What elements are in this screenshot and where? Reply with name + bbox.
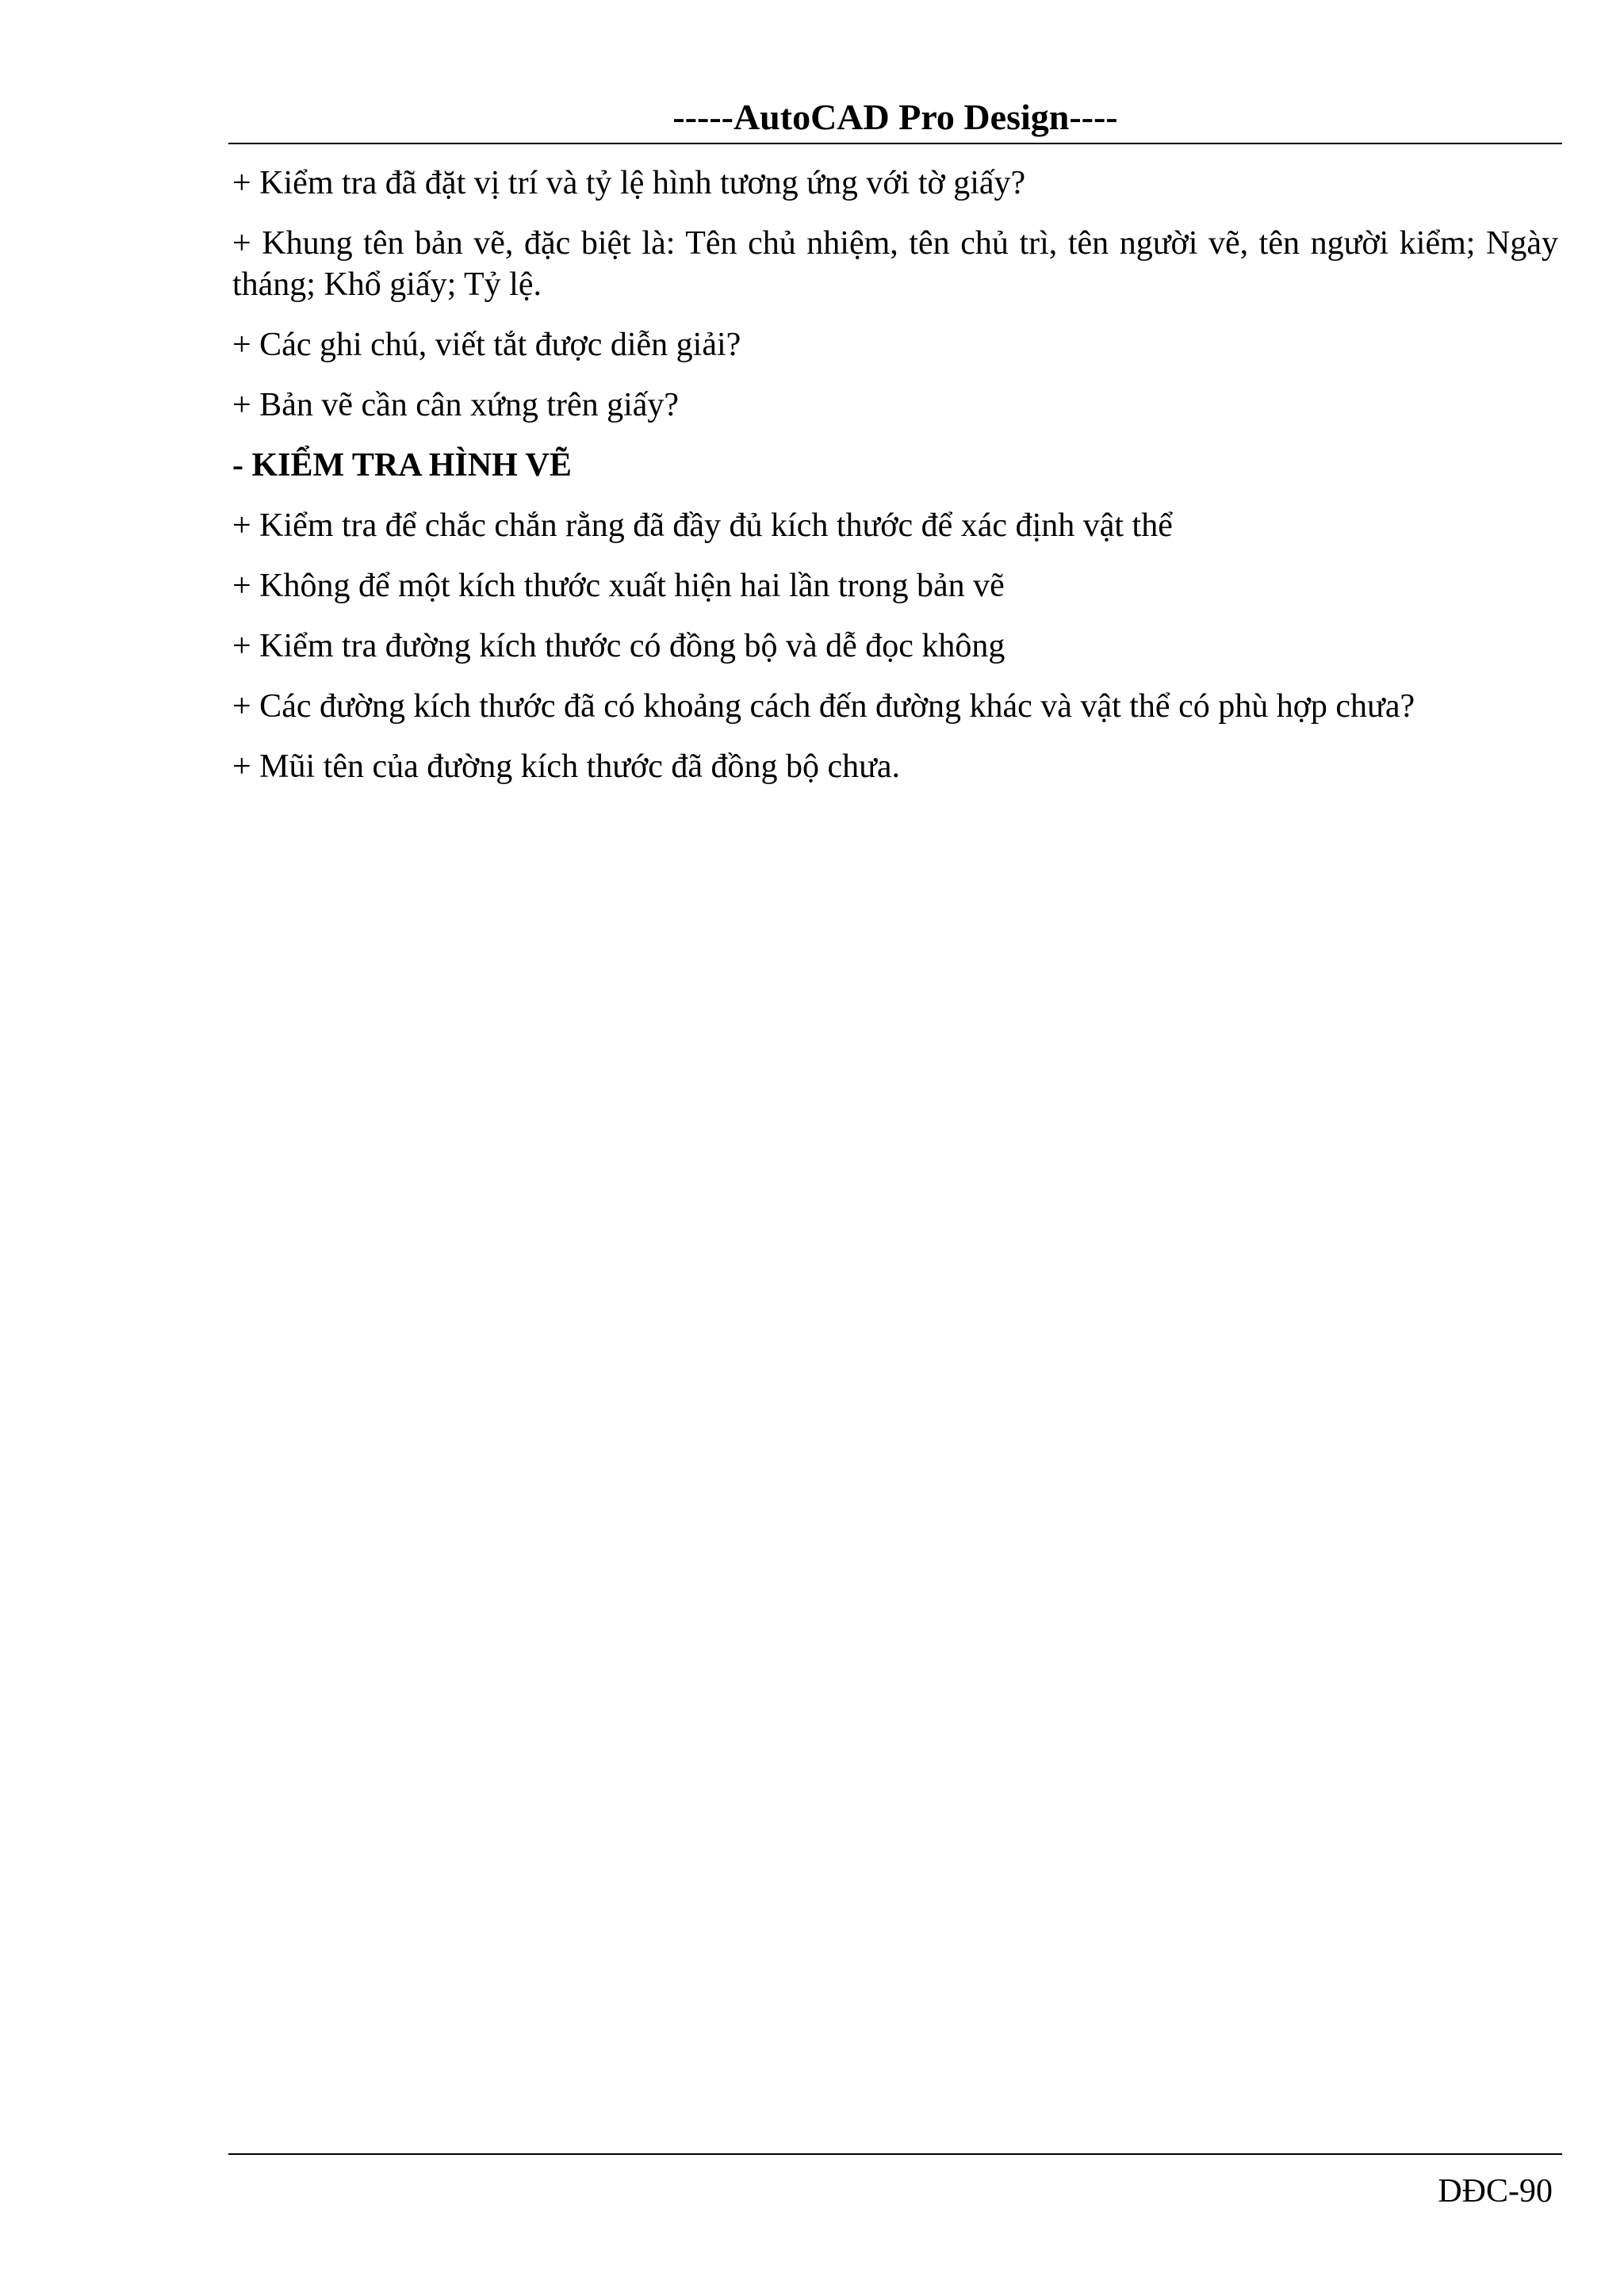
page-header [228,94,1562,144]
page-title: -----AutoCAD Pro Design---- [672,97,1118,137]
paragraph-arrowheads-consistent: + Mũi tên của đường kích thước đã đồng bộ chưa. [232,748,901,785]
paragraph-dimension-lines-consistent: + Kiểm tra đường kích thước có đồng bộ và dễ đọc không [232,628,1005,664]
paragraph-notes-abbreviations: + Các ghi chú, viết tắt được diễn giải? [232,327,741,363]
paragraph-check-position-scale: + Kiểm tra đã đặt vị trí và tỷ lệ hình tương ứng với tờ giấy? [232,165,1026,201]
paragraph-no-duplicate-dimensions: + Không để một kích thước xuất hiện hai lần trong bản vẽ [232,568,1005,604]
page-body [232,163,1558,806]
section-heading-check-drawing: - KIỂM TRA HÌNH VẼ [232,447,572,484]
paragraph-drawing-balance: + Bản vẽ cần cân xứng trên giấy? [232,387,680,423]
page-footer [228,2153,1562,2210]
page-number: DĐC-90 [1438,2173,1553,2210]
paragraph-title-block: + Khung tên bản vẽ, đặc biệt là: Tên chủ nhiệm, tên chủ trì, tên người vẽ, tên người kiểm; Ngày tháng; Khổ giấy; Tỷ lệ. [232,225,1558,303]
paragraph-full-dimensions: + Kiểm tra để chắc chắn rằng đã đầy đủ kích thước để xác định vật thể [232,507,1173,544]
paragraph-dimension-line-spacing: + Các đường kích thước đã có khoảng cách đến đường khác và vật thể có phù hợp chưa? [232,688,1415,725]
